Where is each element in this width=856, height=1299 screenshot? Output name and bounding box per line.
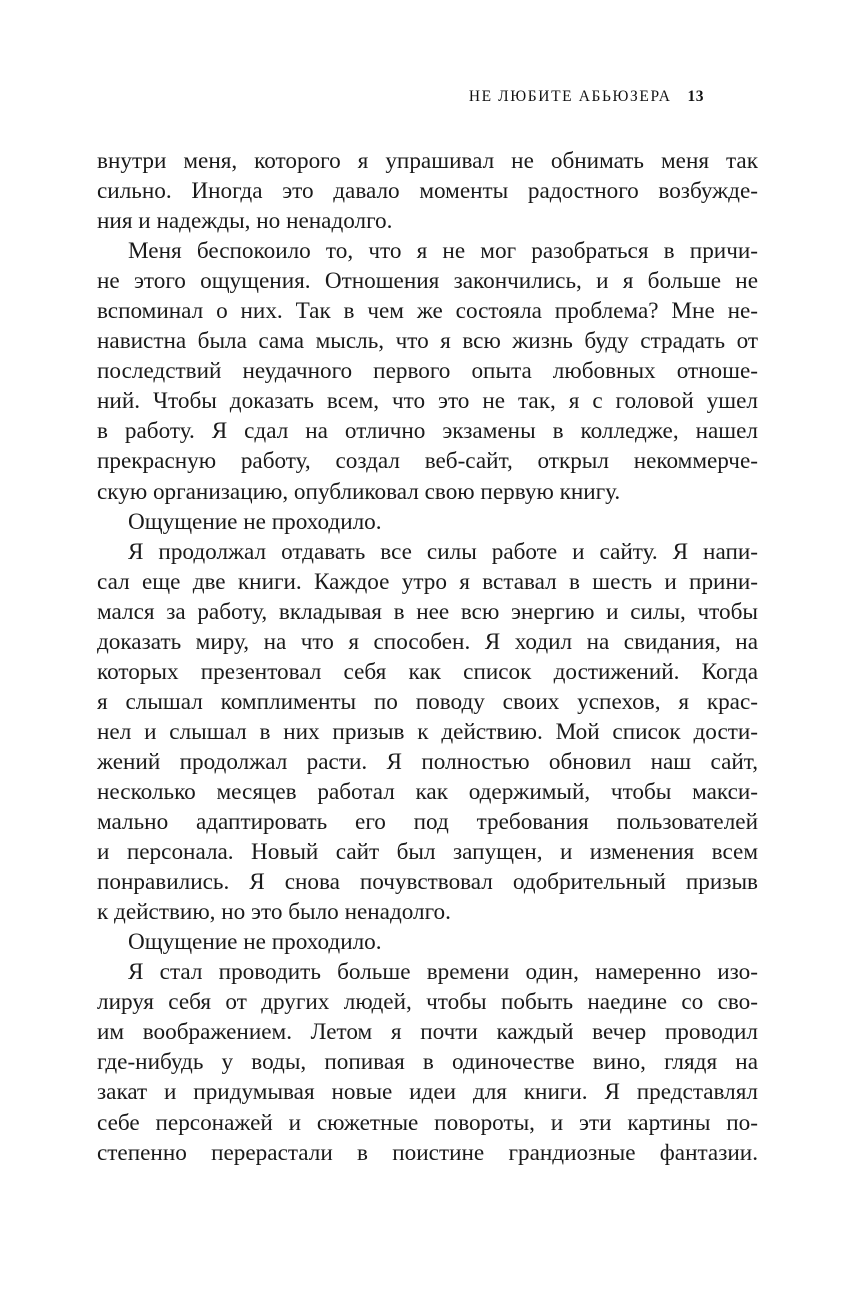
text-line: лируя себя от других людей, чтобы побыть наедине со сво- bbox=[97, 989, 758, 1016]
text-line: в работу. Я сдал на отлично экзамены в колледже, нашел bbox=[97, 418, 758, 445]
text-line: где-нибудь у воды, попивая в одиночестве вино, глядя на bbox=[97, 1049, 758, 1076]
text-line: Ощущение не проходило. bbox=[128, 508, 382, 535]
text-line: закат и придумывая новые идеи для книги. Я представлял bbox=[97, 1079, 758, 1106]
text-line: степенно перерастали в поистине грандиозные фантазии. bbox=[97, 1139, 758, 1166]
text-line: которых презентовал себя как список достижений. Когда bbox=[97, 658, 758, 685]
text-line: себе персонажей и сюжетные повороты, и эти картины по- bbox=[97, 1109, 758, 1136]
text-line: ния и надежды, но ненадолго. bbox=[97, 208, 393, 235]
text-line: и персонала. Новый сайт был запущен, и изменения всем bbox=[97, 839, 758, 866]
text-line: нел и слышал в них призыв к действию. Мой список дости- bbox=[97, 718, 758, 745]
text-line: вспоминал о них. Так в чем же состояла проблема? Мне не- bbox=[97, 298, 758, 325]
text-line: сал еще две книги. Каждое утро я вставал в шесть и прини- bbox=[97, 568, 758, 595]
text-line: мался за работу, вкладывая в нее всю энергию и силы, чтобы bbox=[97, 598, 758, 625]
text-line: навистна была сама мысль, что я всю жизнь буду страдать от bbox=[97, 328, 758, 355]
text-line: не этого ощущения. Отношения закончились, и я больше не bbox=[97, 268, 758, 295]
text-line: понравились. Я снова почувствовал одобрительный призыв bbox=[97, 869, 758, 896]
page-number: 13 bbox=[687, 88, 704, 105]
text-line: несколько месяцев работал как одержимый, чтобы макси- bbox=[97, 778, 758, 805]
text-line: Я стал проводить больше времени один, намеренно изо- bbox=[128, 959, 758, 986]
text-line: ний. Чтобы доказать всем, что это не так, я с головой ушел bbox=[97, 388, 758, 415]
body-text bbox=[97, 146, 758, 1168]
text-line: последствий неудачного первого опыта любовных отноше- bbox=[97, 358, 758, 385]
text-line: им воображением. Летом я почти каждый вечер проводил bbox=[97, 1019, 758, 1046]
paragraph bbox=[97, 957, 758, 1167]
text-line: Я продолжал отдавать все силы работе и сайту. Я напи- bbox=[128, 538, 758, 565]
paragraph bbox=[97, 927, 758, 957]
text-line: жений продолжал расти. Я полностью обновил наш сайт, bbox=[97, 748, 758, 775]
text-line: к действию, но это было ненадолго. bbox=[97, 899, 451, 926]
text-line: доказать миру, на что я способен. Я ходил на свидания, на bbox=[97, 628, 758, 655]
text-line: внутри меня, которого я упрашивал не обнимать меня так bbox=[97, 148, 758, 174]
paragraph bbox=[97, 236, 758, 506]
text-line: сильно. Иногда это давало моменты радостного возбужде- bbox=[97, 178, 758, 205]
text-line: Ощущение не проходило. bbox=[128, 929, 382, 956]
text-line: мально адаптировать его под требования пользователей bbox=[97, 809, 758, 836]
running-head bbox=[469, 88, 704, 106]
running-head-title: НЕ ЛЮБИТЕ АБЬЮЗЕРА bbox=[468, 88, 672, 105]
text-line: прекрасную работу, создал веб-сайт, открыл некоммерче- bbox=[97, 448, 758, 475]
text-line: я слышал комплименты по поводу своих успехов, я крас- bbox=[97, 688, 758, 715]
text-line: Меня беспокоило то, что я не мог разобраться в причи- bbox=[128, 238, 758, 265]
text-line: скую организацию, опубликовал свою первую книгу. bbox=[97, 478, 621, 505]
paragraph bbox=[97, 507, 758, 537]
paragraph bbox=[97, 146, 758, 236]
paragraph bbox=[97, 537, 758, 928]
